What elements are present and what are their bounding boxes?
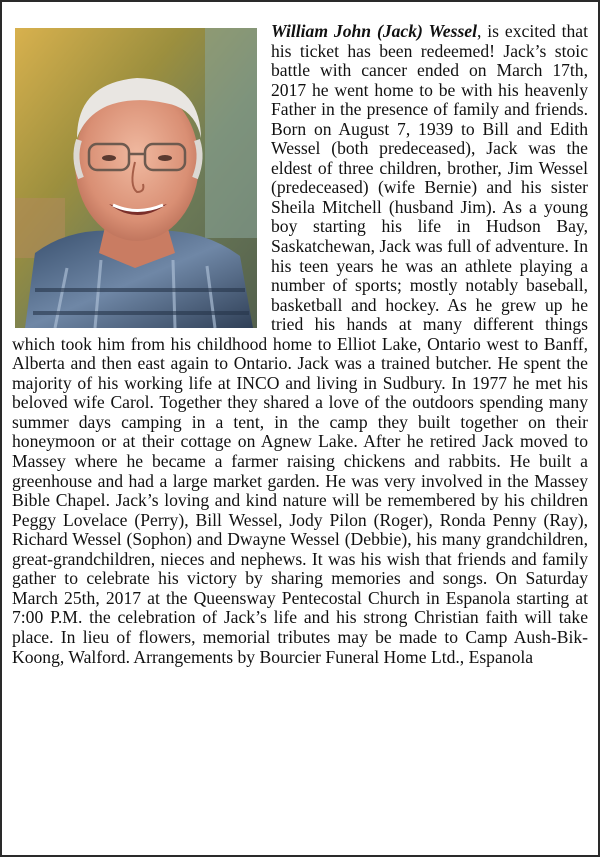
portrait-photo bbox=[15, 28, 257, 328]
obituary-content bbox=[12, 22, 588, 667]
obituary-text: , is excited that his ticket has been redeemed! Jack’s stoic battle with cancer ended on March 17th, 2017 he went home to be with his heavenly Father in the presence of family and friends. Born on August 7, 1939 to Bill and Edith Wessel (both predeceased), Jack was the eldest of three children, brother, Jim Wessel (predeceased) (wife Bernie) and his sister Sheila Mitchell (husband Jim). As a young boy starting his life in Hudson Bay, Saskatchewan, Jack was full of adventure. In his teen years he was an athlete playing a number of sports; mostly notably baseball, basketball and hockey. As he grew up he tried his hands at many different things which took him from his childhood home to Elliot Lake, Ontario west to Banff, Alberta and then east again to Ontario. Jack was a trained butcher. He spent the majority of his working life at INCO and living in Sudbury. In 1977 he met his beloved wife Carol. Together they shared a love of the outdoors spending many summer days camping in a tent, in the camp they built together on their honeymoon or at their cottage on Agnew Lake. After he retired Jack moved to Massey where he became a farmer raising chickens and rabbits. He built a greenhouse and had a large market garden. He was very involved in the Massey Bible Chapel. Jack’s loving and kind nature will be remembered by his children Peggy Lovelace (Perry), Bill Wessel, Jody Pilon (Roger), Ronda Penny (Ray), Richard Wessel (Sophon) and Dwayne Wessel (Debbie), his many grandchildren, great-grandchildren, nieces and nephews. It was his wish that friends and family gather to celebrate his victory by sharing memories and songs. On Saturday March 25th, 2017 at the Queensway Pentecostal Church in Espanola starting at 7:00 P.M. the celebration of Jack’s life and his strong Christian faith will take place. In lieu of flowers, memorial tributes may be made to Camp Aush-Bik-Koong, Walford. Arrangements by Bourcier Funeral Home Ltd., Espanola bbox=[12, 21, 588, 667]
deceased-name: William John (Jack) Wessel bbox=[271, 21, 477, 41]
